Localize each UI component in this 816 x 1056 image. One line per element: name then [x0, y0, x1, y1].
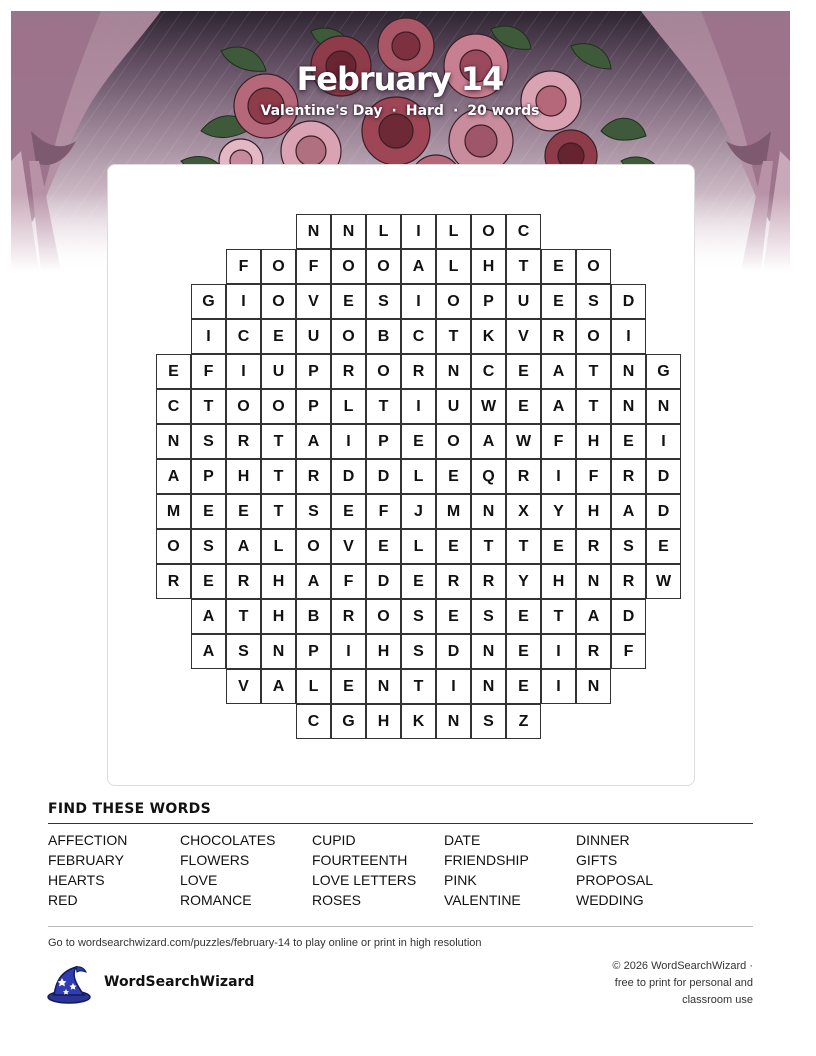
word-list-item: FRIENDSHIP	[444, 852, 529, 868]
grid-cell[interactable]: M	[156, 494, 191, 529]
grid-cell[interactable]: I	[191, 319, 226, 354]
grid-cell[interactable]: E	[506, 599, 541, 634]
grid-cell[interactable]: T	[401, 669, 436, 704]
grid-cell[interactable]: O	[576, 319, 611, 354]
grid-cell[interactable]: R	[401, 354, 436, 389]
grid-cell[interactable]: O	[261, 284, 296, 319]
grid-cell[interactable]: E	[331, 669, 366, 704]
grid-cell[interactable]: Z	[506, 704, 541, 739]
theme-label: Valentine's Day	[260, 103, 383, 119]
grid-cell[interactable]: I	[541, 669, 576, 704]
grid-cell[interactable]: T	[576, 389, 611, 424]
grid-cell[interactable]: A	[401, 249, 436, 284]
grid-cell[interactable]: P	[366, 424, 401, 459]
grid-cell[interactable]: B	[296, 599, 331, 634]
grid-cell[interactable]: Y	[541, 494, 576, 529]
grid-cell[interactable]: V	[226, 669, 261, 704]
grid-cell[interactable]: I	[331, 424, 366, 459]
word-list-item: FLOWERS	[180, 852, 250, 868]
difficulty-label: Hard	[405, 103, 444, 119]
grid-cell[interactable]: N	[471, 494, 506, 529]
word-list-item: PROPOSAL	[576, 872, 654, 888]
grid-cell[interactable]: A	[261, 669, 296, 704]
grid-cell[interactable]: R	[471, 564, 506, 599]
grid-cell[interactable]: I	[331, 634, 366, 669]
grid-cell[interactable]: C	[226, 319, 261, 354]
word-list-item: ROSES	[312, 892, 362, 908]
grid-cell[interactable]: I	[646, 424, 681, 459]
grid-cell[interactable]: E	[156, 354, 191, 389]
grid-cell[interactable]: D	[611, 599, 646, 634]
grid-cell[interactable]: R	[331, 599, 366, 634]
grid-cell[interactable]: A	[156, 459, 191, 494]
copyright-line: © 2026 WordSearchWizard ·	[612, 960, 753, 972]
grid-cell[interactable]: T	[261, 459, 296, 494]
grid-cell[interactable]: R	[576, 529, 611, 564]
grid-cell[interactable]: L	[296, 669, 331, 704]
word-list-item: CUPID	[312, 832, 356, 848]
word-list-heading: FIND THESE WORDS	[48, 801, 211, 817]
grid-cell[interactable]: R	[296, 459, 331, 494]
grid-cell[interactable]: O	[366, 249, 401, 284]
grid-cell[interactable]: E	[436, 529, 471, 564]
grid-cell[interactable]: H	[366, 634, 401, 669]
grid-cell[interactable]: H	[576, 494, 611, 529]
grid-cell[interactable]: E	[331, 494, 366, 529]
word-list-item: LOVE LETTERS	[312, 872, 417, 888]
grid-cell[interactable]: E	[401, 564, 436, 599]
grid-cell[interactable]: F	[296, 249, 331, 284]
grid-cell[interactable]: U	[506, 284, 541, 319]
grid-cell[interactable]: R	[611, 564, 646, 599]
grid-cell[interactable]: D	[366, 564, 401, 599]
grid-cell[interactable]: U	[296, 319, 331, 354]
grid-cell[interactable]: A	[226, 529, 261, 564]
grid-cell[interactable]: T	[506, 249, 541, 284]
wizard-hat-icon	[46, 964, 92, 1004]
grid-cell[interactable]: E	[506, 634, 541, 669]
grid-cell[interactable]: S	[366, 284, 401, 319]
page-title: February 14	[296, 60, 504, 98]
grid-cell[interactable]: T	[436, 319, 471, 354]
grid-cell[interactable]: R	[541, 319, 576, 354]
grid-cell[interactable]: E	[646, 529, 681, 564]
grid-cell[interactable]: E	[366, 529, 401, 564]
grid-cell[interactable]: L	[436, 249, 471, 284]
grid-cell[interactable]: S	[576, 284, 611, 319]
grid-cell[interactable]: P	[191, 459, 226, 494]
grid-cell[interactable]: Y	[506, 564, 541, 599]
grid-cell[interactable]: E	[401, 424, 436, 459]
grid-cell[interactable]: N	[366, 669, 401, 704]
grid-cell[interactable]: R	[611, 459, 646, 494]
grid-cell[interactable]: O	[296, 529, 331, 564]
grid-cell[interactable]: N	[296, 214, 331, 249]
grid-cell[interactable]: T	[576, 354, 611, 389]
word-list-item: AFFECTION	[48, 832, 128, 848]
grid-cell[interactable]: O	[156, 529, 191, 564]
grid-cell[interactable]: H	[226, 459, 261, 494]
grid-cell[interactable]: F	[366, 494, 401, 529]
brand-name: WordSearchWizard	[104, 974, 255, 990]
word-list-item: FOURTEENTH	[312, 852, 408, 868]
word-list-item: WEDDING	[576, 892, 644, 908]
grid-cell[interactable]: A	[296, 424, 331, 459]
word-list-item: VALENTINE	[444, 892, 521, 908]
grid-cell[interactable]: E	[436, 599, 471, 634]
grid-cell[interactable]: E	[436, 459, 471, 494]
word-list-item: ROMANCE	[180, 892, 252, 908]
grid-cell[interactable]: U	[261, 354, 296, 389]
grid-cell[interactable]: H	[261, 599, 296, 634]
grid-cell[interactable]: F	[611, 634, 646, 669]
grid-cell[interactable]: H	[576, 424, 611, 459]
grid-cell[interactable]: H	[471, 249, 506, 284]
grid-cell[interactable]: F	[191, 354, 226, 389]
grid-cell[interactable]: N	[156, 424, 191, 459]
grid-cell[interactable]: D	[646, 459, 681, 494]
grid-cell[interactable]: N	[436, 704, 471, 739]
grid-cell[interactable]: R	[506, 459, 541, 494]
grid-cell[interactable]: I	[541, 459, 576, 494]
grid-cell[interactable]: N	[471, 669, 506, 704]
copyright-line: free to print for personal and	[614, 977, 753, 989]
grid-cell[interactable]: R	[331, 354, 366, 389]
grid-cell[interactable]: V	[296, 284, 331, 319]
word-list-item: LOVE	[180, 872, 218, 888]
grid-cell[interactable]: O	[576, 249, 611, 284]
grid-cell[interactable]: G	[646, 354, 681, 389]
grid-cell[interactable]: O	[226, 389, 261, 424]
puzzle-meta	[0, 103, 800, 119]
grid-cell[interactable]: D	[646, 494, 681, 529]
grid-cell[interactable]: W	[646, 564, 681, 599]
grid-cell[interactable]: L	[436, 214, 471, 249]
grid-cell[interactable]: E	[191, 564, 226, 599]
grid-cell[interactable]: I	[226, 354, 261, 389]
heading-divider	[48, 823, 753, 824]
grid-cell[interactable]: S	[401, 634, 436, 669]
grid-cell[interactable]: H	[366, 704, 401, 739]
grid-cell[interactable]: N	[576, 564, 611, 599]
grid-cell[interactable]: C	[296, 704, 331, 739]
grid-cell[interactable]: A	[296, 564, 331, 599]
grid-cell[interactable]: E	[506, 354, 541, 389]
grid-cell[interactable]: E	[261, 319, 296, 354]
grid-cell[interactable]: F	[576, 459, 611, 494]
grid-cell[interactable]: N	[576, 669, 611, 704]
grid-cell[interactable]: T	[261, 424, 296, 459]
grid-cell[interactable]: N	[646, 389, 681, 424]
grid-cell[interactable]: E	[226, 494, 261, 529]
grid-cell[interactable]: S	[296, 494, 331, 529]
grid-cell[interactable]: E	[506, 669, 541, 704]
grid-cell[interactable]: D	[436, 634, 471, 669]
grid-cell[interactable]: P	[296, 389, 331, 424]
grid-cell[interactable]: T	[261, 494, 296, 529]
grid-cell[interactable]: T	[541, 599, 576, 634]
grid-cell[interactable]: H	[541, 564, 576, 599]
grid-cell[interactable]: T	[226, 599, 261, 634]
grid-cell[interactable]: N	[261, 634, 296, 669]
grid-cell[interactable]: C	[506, 214, 541, 249]
grid-cell[interactable]: S	[191, 424, 226, 459]
copyright-notice	[583, 958, 753, 1009]
grid-cell[interactable]: O	[261, 249, 296, 284]
grid-cell[interactable]: O	[331, 249, 366, 284]
grid-cell[interactable]: H	[261, 564, 296, 599]
grid-cell[interactable]: I	[226, 284, 261, 319]
grid-cell[interactable]: D	[331, 459, 366, 494]
footer-link-text[interactable]: Go to wordsearchwizard.com/puzzles/february-14 to play online or print in high resolution	[48, 937, 482, 949]
grid-cell[interactable]: W	[471, 389, 506, 424]
grid-cell[interactable]: S	[226, 634, 261, 669]
meta-separator: ·	[391, 103, 397, 119]
grid-cell[interactable]: X	[506, 494, 541, 529]
word-list-item: GIFTS	[576, 852, 618, 868]
word-list-item: PINK	[444, 872, 477, 888]
grid-cell[interactable]: O	[366, 599, 401, 634]
grid-cell[interactable]: N	[331, 214, 366, 249]
grid-cell[interactable]: A	[471, 424, 506, 459]
grid-cell[interactable]: S	[471, 704, 506, 739]
grid-cell[interactable]: F	[541, 424, 576, 459]
grid-cell[interactable]: C	[401, 319, 436, 354]
grid-cell[interactable]: N	[611, 389, 646, 424]
grid-cell[interactable]: A	[191, 599, 226, 634]
grid-cell[interactable]: E	[541, 529, 576, 564]
grid-cell[interactable]: A	[611, 494, 646, 529]
grid-cell[interactable]: D	[611, 284, 646, 319]
grid-cell[interactable]: L	[401, 529, 436, 564]
grid-cell[interactable]: R	[436, 564, 471, 599]
word-list-item: DATE	[444, 832, 481, 848]
grid-cell[interactable]: N	[611, 354, 646, 389]
grid-cell[interactable]: E	[506, 389, 541, 424]
grid-cell[interactable]: O	[436, 424, 471, 459]
grid-cell[interactable]: I	[541, 634, 576, 669]
grid-cell[interactable]: T	[366, 389, 401, 424]
grid-cell[interactable]: S	[401, 599, 436, 634]
grid-cell[interactable]: U	[436, 389, 471, 424]
word-count-label: 20 words	[467, 103, 540, 119]
grid-cell[interactable]: A	[191, 634, 226, 669]
grid-cell[interactable]: T	[471, 529, 506, 564]
grid-cell[interactable]: V	[331, 529, 366, 564]
grid-cell[interactable]: E	[541, 249, 576, 284]
grid-cell[interactable]: L	[331, 389, 366, 424]
grid-cell[interactable]: E	[331, 284, 366, 319]
footer-divider	[48, 926, 753, 927]
grid-cell[interactable]: M	[436, 494, 471, 529]
grid-cell[interactable]: K	[401, 704, 436, 739]
grid-cell[interactable]: P	[296, 354, 331, 389]
word-list-item: HEARTS	[48, 872, 105, 888]
grid-cell[interactable]: R	[226, 424, 261, 459]
grid-cell[interactable]: S	[471, 599, 506, 634]
grid-cell[interactable]: L	[366, 214, 401, 249]
grid-cell[interactable]: O	[261, 389, 296, 424]
grid-cell[interactable]: T	[506, 529, 541, 564]
grid-cell[interactable]: G	[191, 284, 226, 319]
grid-cell[interactable]: K	[471, 319, 506, 354]
grid-cell[interactable]: V	[506, 319, 541, 354]
grid-cell[interactable]: B	[366, 319, 401, 354]
grid-cell[interactable]: N	[471, 634, 506, 669]
grid-cell[interactable]: D	[366, 459, 401, 494]
puzzle-card	[107, 164, 695, 786]
grid-cell[interactable]: G	[331, 704, 366, 739]
grid-cell[interactable]: A	[541, 354, 576, 389]
grid-cell[interactable]: C	[156, 389, 191, 424]
grid-cell[interactable]: I	[401, 284, 436, 319]
grid-cell[interactable]: P	[471, 284, 506, 319]
word-list-item: RED	[48, 892, 78, 908]
grid-cell[interactable]: O	[471, 214, 506, 249]
word-list-item: CHOCOLATES	[180, 832, 276, 848]
grid-cell[interactable]: I	[401, 389, 436, 424]
grid-cell[interactable]: N	[436, 354, 471, 389]
grid-cell[interactable]: T	[191, 389, 226, 424]
grid-cell[interactable]: L	[261, 529, 296, 564]
grid-cell[interactable]: R	[156, 564, 191, 599]
grid-cell[interactable]: S	[611, 529, 646, 564]
grid-cell[interactable]: W	[506, 424, 541, 459]
grid-cell[interactable]: O	[331, 319, 366, 354]
grid-cell[interactable]: E	[191, 494, 226, 529]
grid-cell[interactable]: F	[226, 249, 261, 284]
grid-cell[interactable]: O	[366, 354, 401, 389]
grid-cell[interactable]: S	[191, 529, 226, 564]
word-list-item: DINNER	[576, 832, 630, 848]
grid-cell[interactable]: E	[541, 284, 576, 319]
word-list-item: FEBRUARY	[48, 852, 124, 868]
grid-cell[interactable]: Q	[471, 459, 506, 494]
word-list	[48, 832, 753, 908]
grid-cell[interactable]: I	[401, 214, 436, 249]
grid-cell[interactable]: A	[576, 599, 611, 634]
grid-cell[interactable]: E	[611, 424, 646, 459]
grid-cell[interactable]: O	[436, 284, 471, 319]
grid-cell[interactable]: L	[401, 459, 436, 494]
grid-cell[interactable]: F	[331, 564, 366, 599]
grid-cell[interactable]: I	[436, 669, 471, 704]
copyright-line: classroom use	[682, 994, 753, 1006]
grid-cell[interactable]: I	[611, 319, 646, 354]
meta-separator: ·	[452, 103, 459, 119]
grid-cell[interactable]: R	[576, 634, 611, 669]
grid-cell[interactable]: A	[541, 389, 576, 424]
grid-cell[interactable]: J	[401, 494, 436, 529]
grid-cell[interactable]: P	[296, 634, 331, 669]
grid-cell[interactable]: C	[471, 354, 506, 389]
grid-cell[interactable]: R	[226, 564, 261, 599]
